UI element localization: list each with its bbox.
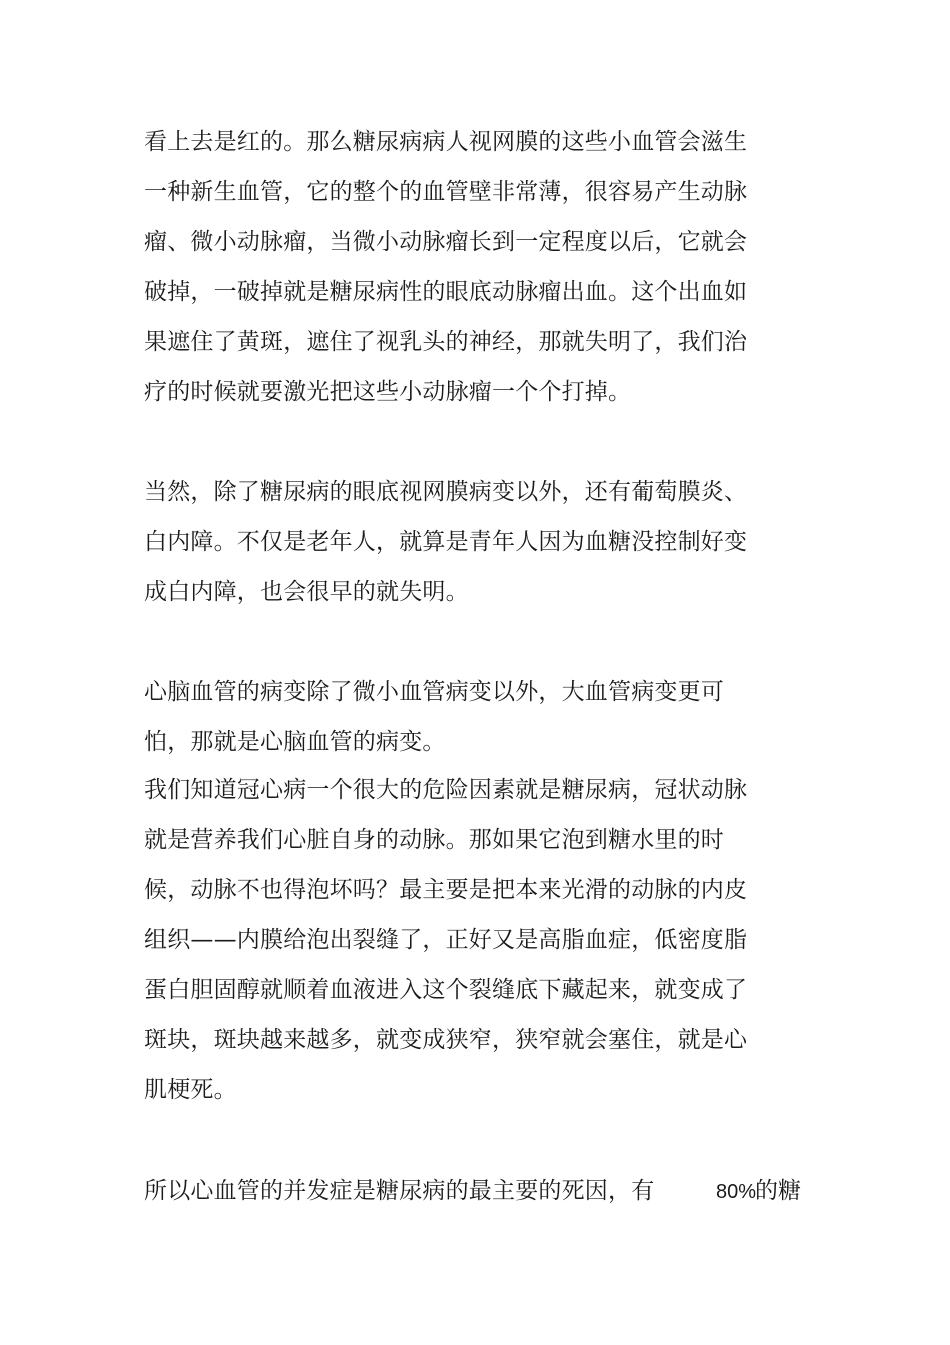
text-line: 破掉，一破掉就是糖尿病性的眼底动脉瘤出血。这个出血如 <box>144 279 748 305</box>
text-line: 蛋白胆固醇就顺着血液进入这个裂缝底下藏起来，就变成了 <box>144 977 748 1003</box>
text-line: 果遮住了黄斑，遮住了视乳头的神经，那就失明了，我们治 <box>144 329 748 355</box>
text-line: 心脑血管的病变除了微小血管病变以外，大血管病变更可 <box>144 679 724 705</box>
text-line: 肌梗死。 <box>144 1077 237 1103</box>
text-line: 成白内障，也会很早的就失明。 <box>144 579 469 605</box>
text-line: 白内障。不仅是老年人，就算是青年人因为血糖没控制好变 <box>144 529 748 555</box>
text-line: 一种新生血管，它的整个的血管壁非常薄，很容易产生动脉 <box>144 179 748 205</box>
text-line: 疗的时候就要激光把这些小动脉瘤一个个打掉。 <box>144 379 632 405</box>
text-line: 瘤、微小动脉瘤，当微小动脉瘤长到一定程度以后，它就会 <box>144 229 748 255</box>
text-line-tail: 的糖 <box>755 1178 801 1204</box>
text-line: 看上去是红的。那么糖尿病病人视网膜的这些小血管会滋生 <box>144 129 748 155</box>
text-line: 怕，那就是心脑血管的病变。 <box>144 729 446 755</box>
percentage-value: 80% <box>716 1181 757 1203</box>
text-line: 就是营养我们心脏自身的动脉。那如果它泡到糖水里的时 <box>144 827 724 853</box>
text-line: 我们知道冠心病一个很大的危险因素就是糖尿病，冠状动脉 <box>144 777 748 803</box>
text-line: 组织——内膜给泡出裂缝了，正好又是高脂血症，低密度脂 <box>144 927 748 953</box>
text-line: 当然，除了糖尿病的眼底视网膜病变以外，还有葡萄膜炎、 <box>144 479 748 505</box>
text-line: 候，动脉不也得泡坏吗？最主要是把本来光滑的动脉的内皮 <box>144 877 748 903</box>
text-line: 所以心血管的并发症是糖尿病的最主要的死因，有 <box>144 1178 655 1204</box>
text-line: 斑块，斑块越来越多，就变成狭窄，狭窄就会塞住，就是心 <box>144 1027 748 1053</box>
